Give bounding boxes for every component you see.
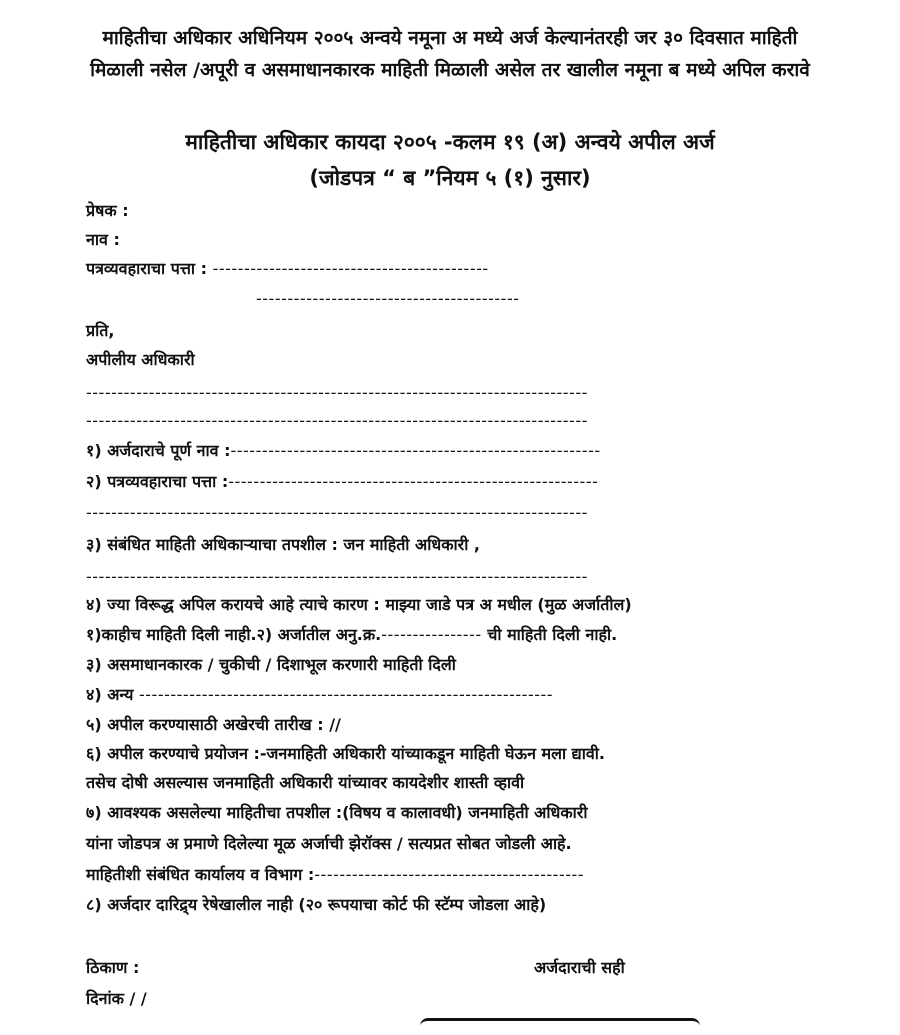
field-correspondence-address: २) पत्रव्यवहाराचा पत्ता :----------------------------------------------------------- (86, 472, 599, 491)
field-appeal-reason: ४) ज्या विरूद्ध अपिल करायचे आहे त्याचे कारण : माझ्या जाडे पत्र अ मधील (मुळ अर्जातील) (86, 595, 632, 614)
field-appeal-purpose-2: तसेच दोषी असल्यास जनमाहिती अधिकारी यांच्यावर कायदेशीर शास्ती व्हावी (86, 773, 525, 792)
sender-name-label: नाव : (86, 230, 120, 249)
field-address-extra-dash: -------------------------------------------------------------------------------- (86, 503, 588, 522)
sender-address-dash-2: ------------------------------------------ (256, 289, 520, 308)
field-appeal-purpose-1: ६) अपील करण्याचे प्रयोजन :-जनमाहिती अधिकारी यांच्याकडून माहिती घेऊन मला द्यावी. (86, 744, 605, 763)
field-applicant-name: १) अर्जदाराचे पूर्ण नाव :----------------------------------------------------------- (86, 441, 601, 460)
place-label: ठिकाण : (86, 958, 140, 977)
recipient-dash-line-1: -------------------------------------------------------------------------------- (86, 383, 588, 402)
sender-address-label: पत्रव्यवहाराचा पत्ता : (86, 259, 208, 278)
form-title-line-1: माहितीचा अधिकार कायदा २००५ -कलम १९ (अ) अन्वये अपील अर्ज (185, 130, 715, 154)
field-info-details-1: ७) आवश्यक असलेल्या माहितीचा तपशील :(विषय व कालावधी) जनमाहिती अधिकारी (86, 803, 588, 822)
sender-address-row (86, 258, 489, 280)
sender-address-dash-1: -------------------------------------------- (212, 259, 489, 278)
reason-no-information: १)काहीच माहिती दिली नाही.२) अर्जातील अनु.क्र.---------------- ची माहिती दिली नाही. (86, 625, 618, 644)
field-last-date: ५) अपील करण्यासाठी अखेरची तारीख : // (86, 715, 341, 734)
applicant-signature-label: अर्जदाराची सही (534, 958, 625, 977)
reason-unsatisfactory: ३) असमाधानकारक / चुकीची / दिशाभूल करणारी माहिती दिली (86, 655, 456, 674)
intro-line-2: मिळाली नसेल /अपूरी व असमाधानकारक माहिती मिळाली असेल तर खालील नमूना ब मध्ये अपिल करावे (90, 59, 810, 81)
intro-note (20, 22, 880, 86)
bottom-edge-mark (420, 1018, 700, 1035)
form-title-line-2: (जोडपत्र “ ब ”नियम ५ (१) नुसार) (309, 166, 591, 190)
date-label: दिनांक / / (86, 989, 147, 1008)
field-officer-dash: -------------------------------------------------------------------------------- (86, 567, 588, 586)
field-poverty-line: ८) अर्जदार दारिद्र्य रेषेखालील नाही (२० रूपयाचा कोर्ट फी स्टॅम्प जोडला आहे) (86, 895, 547, 914)
form-title (20, 124, 880, 196)
sender-label: प्रेषक : (86, 201, 129, 220)
field-info-details-2: यांना जोडपत्र अ प्रमाणे दिलेल्या मूळ अर्जाची झेरॉक्स / सत्यप्रत सोबत जोडली आहे. (86, 834, 572, 853)
field-office-department: माहितीशी संबंधित कार्यालय व विभाग :------------------------------------------- (86, 865, 585, 884)
intro-line-1: माहितीचा अधिकार अधिनियम २००५ अन्वये नमूना अ मध्ये अर्ज केल्यानंतरही जर ३० दिवसात माहिती (102, 27, 798, 49)
reason-other: ४) अन्य ------------------------------------------------------------------ (86, 685, 554, 704)
recipient-dash-line-2: -------------------------------------------------------------------------------- (86, 411, 588, 430)
appellate-officer-label: अपीलीय अधिकारी (86, 350, 195, 369)
field-officer-details: ३) संबंधित माहिती अधिकाऱ्याचा तपशील : जन माहिती अधिकारी , (86, 535, 481, 554)
recipient-to-label: प्रति, (86, 321, 115, 340)
